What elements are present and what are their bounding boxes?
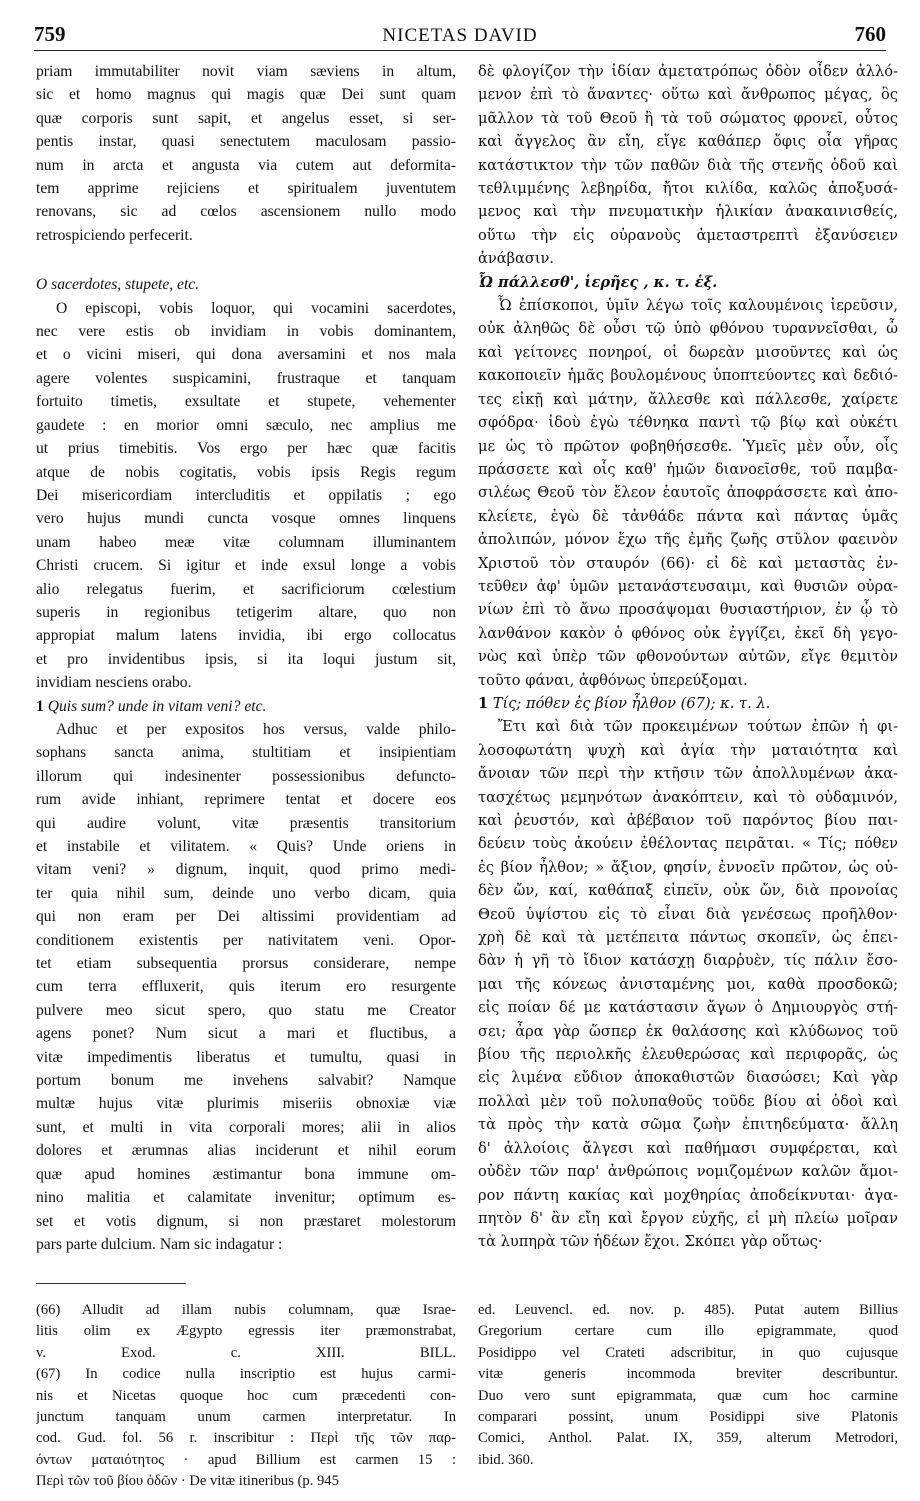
- text-line: τεῦθεν ἀφ' ὑμῶν μετανάστευσαιμι, καὶ θυσιῶν οὐρα-: [478, 577, 898, 595]
- text-line: πητὸν δ' ἂν εἴη καὶ ἔργον εὐχῆς, εἰ μὴ πλείω μοῖραν: [478, 1209, 898, 1227]
- latin-lemma-2-number: 1: [36, 697, 44, 715]
- footnote-line: Duo vero sunt epigrammata, quæ cum hoc carmine: [478, 1387, 898, 1404]
- text-line: δὲν ὤν, καί, καθάπαξ εἰπεῖν, οὐκ ὤν, διὰ προνοίας: [478, 882, 898, 900]
- latin-column: [36, 60, 456, 1256]
- text-line: κλείετε, ἐγὼ δὲ τἀνθάδε πάντα καὶ πάντας ὑμᾶς: [478, 507, 898, 525]
- footnote-line: v. Exod. c. XIII. BILL.: [36, 1344, 456, 1361]
- text-line: οὕτω τὴν εἰς οὐρανοὺς ἀμεταστρεπτὶ ἐξανύσειεν: [478, 226, 898, 244]
- text-line: μενον ἐπὶ τὸ ἄναντες· οὕτω καὶ ἄνθρωπος μέγας, ὃς: [478, 86, 898, 104]
- text-line: pentis instar, quasi senectutem maculosam passio-: [36, 133, 456, 151]
- footnote-line: cod. Gud. fol. 56 r. inscribitur : Περὶ τῆς τῶν παρ-: [36, 1430, 456, 1447]
- text-line: agere volentes suspicamini, frustraque et tanquam: [36, 369, 456, 387]
- text-line: οὐδὲν τῶν παρ' ἀνθρώποις νομιζομένων καλῶν ἄμοι-: [478, 1163, 898, 1181]
- footnote-rule: [36, 1283, 186, 1284]
- text-line: et pro invidentibus ipsis, si ita loqui justum sit,: [36, 650, 456, 668]
- footnote-line: litis olim ex Ægypto egressis iter præmonstrabat,: [36, 1323, 456, 1340]
- latin-paragraph-2: [36, 297, 456, 695]
- greek-lemma-2: [478, 692, 898, 715]
- text-line: et o vicini miseri, qui dona aversamini et nos mala: [36, 346, 456, 364]
- text-line: ἐς βίον ἦλθον; » ἄξιον, φησίν, ἐννοεῖν πρῶτον, ὡς οὐ-: [478, 858, 898, 876]
- text-line: τες εἰκῇ καὶ μάτην, ἄλλεσθε καὶ πάλλεσθε, χαίρετε: [478, 390, 898, 408]
- text-line: λανθάνον κακὸν ὁ φθόνος οὐκ ἐγγίζει, ἐκεῖ δὴ γεγο-: [478, 624, 898, 642]
- text-line: Χριστοῦ τὸν σταυρόν (66)· εἰ δὲ καὶ μεταστὰς ἐν-: [478, 554, 898, 572]
- greek-paragraph-2: [478, 294, 898, 692]
- footnote-line: (67) In codice nulla inscriptio est hujus carmi-: [36, 1366, 456, 1383]
- footnote-line: Comici, Anthol. Palat. IX, 359, alterum Metrodori,: [478, 1430, 898, 1447]
- footnotes-left: [36, 1300, 456, 1493]
- text-line: gaudete : en morior omni sæculo, nec amplius me: [36, 416, 456, 434]
- text-line: portum bonum me invehens salvabit? Namque: [36, 1072, 456, 1090]
- text-line: renovans, sic ad cœlos ascensionem nullo modo: [36, 203, 456, 221]
- text-line: δὲ φλογίζον τὴν ἰδίαν ἀμετατρόπως ὁδὸν οἶδεν ἀλλό-: [478, 63, 898, 80]
- footnotes-right: [478, 1300, 898, 1471]
- text-line: καὶ ῥευστόν, καὶ ἀβέβαιον τοῦ παρόντος βίου παι-: [478, 812, 898, 829]
- page-number-right: 760: [854, 22, 886, 46]
- text-line: vitam veni? » dignum, inquit, quod primo medi-: [36, 861, 456, 879]
- text-line: superis in regionibus tetigerim altare, quo non: [36, 603, 456, 621]
- text-line: οὐκ ἀληθῶς δὲ οὖσι τῷ ὑπὸ φθόνου τυραννεῖσθαι, ὦ: [478, 320, 898, 338]
- text-line: tet etiam subsequentia prorsus considerare, nempe: [36, 955, 456, 973]
- footnote-line: ibid. 360.: [478, 1451, 534, 1468]
- page-header: [34, 20, 886, 51]
- text-line: ρον πάντη κακίας καὶ μοχθηρίας ἀποδείκνυται· ἀγα-: [478, 1186, 898, 1204]
- text-line: τὰ λυπηρὰ τῶν ἡδέων ἔχοι. Σκόπει γὰρ οὕτως·: [478, 1233, 823, 1251]
- text-line: Ὦ ἐπίσκοποι, ὑμῖν λέγω τοῖς καλουμένοις ἱερεῦσιν,: [498, 297, 898, 315]
- text-line: qui audire volunt, vitæ præsentis transitorium: [36, 814, 456, 832]
- text-line: dolores et ærumnas alias inciderunt et nihil eorum: [36, 1142, 456, 1160]
- text-line: εἰς λιμένα εὔδιον ἀποκαθιστῶν διασώσει; Καὶ γὰρ: [478, 1069, 898, 1087]
- latin-lemma-2: [36, 695, 456, 718]
- text-line: illorum qui indesinenter possessionibus defuncto-: [36, 767, 456, 785]
- text-line: Adhuc et per expositos hos versus, valde philo-: [56, 720, 456, 738]
- footnote-line: junctum tanquam unum carmen interpretatur. In: [36, 1409, 456, 1426]
- text-line: δὰν ἡ γῆ τὸ ἴδιον κατάσχῃ διαρῥυὲν, τίς πάλιν ἔσο-: [478, 952, 898, 970]
- text-line: Dei misericordiam intercluditis et oppilatis ; ego: [36, 486, 456, 504]
- footnote-line: nis et Nicetas quoque hoc cum præcedenti con-: [36, 1387, 456, 1404]
- text-line: τασχέτως μεμηνότων ἀνακόπτειν, καὶ τὸ οὐδαμινόν,: [478, 788, 898, 806]
- text-line: κατάστικτον τὴν τῶν παθῶν διὰ τῆς στενῆς ὁδοῦ καὶ: [478, 156, 898, 174]
- text-line: μᾶλλον τὰ τοῦ Θεοῦ ἢ τὰ τοῦ σώματος φρονεῖ, οὗτος: [478, 109, 898, 127]
- text-line: καὶ γείτονες πονηροί, οἱ δωρεὰν μισοῦντες καὶ ὡς: [478, 343, 898, 361]
- text-line: μαι τῆς κόνεως ἀνισταμένης μοι, καθὰ προσδοκῶ;: [478, 975, 898, 993]
- text-line: τεθλιμμένης λεβηρίδα, ἤτοι κιλίδα, καλῶς ἀποξυσά-: [478, 180, 898, 198]
- text-line: num in arcta et angusta via cutem aut deformita-: [36, 156, 456, 174]
- latin-lemma-1: O sacerdotes, stupete, etc.: [36, 276, 200, 294]
- footnote-line: Gregorium certare cum illo epigrammate, quod: [478, 1323, 898, 1340]
- text-line: unam habeo meæ vitæ columnam illuminantem: [36, 533, 456, 551]
- latin-lemma-2-text: Quis sum? unde in vitam veni? etc.: [47, 697, 267, 715]
- text-line: rum avide inhiant, reprimere tentat et docere eos: [36, 791, 456, 809]
- footnote-line: vitæ generis incommoda breviter describuntur.: [478, 1366, 898, 1383]
- text-line: priam immutabiliter novit viam sæviens in altum,: [36, 63, 456, 80]
- text-line: vitæ impedimentis liberatus et tumultu, quasi in: [36, 1048, 456, 1066]
- text-line: δεύειν τοὺς ἀκούειν ἐθέλοντας πειρᾶται. « Τίς; πόθεν: [478, 835, 898, 853]
- text-line: conditionem existentis per nativitatem veni. Opor-: [36, 931, 456, 949]
- text-line: fortuito timetis, exsultate et stupete, vehementer: [36, 393, 456, 411]
- greek-lemma-1: Ὦ πάλλεσθ', ἱερῆες , κ. τ. ἑξ.: [478, 273, 718, 291]
- text-line: κακοποιεῖν ἡμᾶς βουλομένους ὑποπτεύοντες καὶ δεδιό-: [478, 367, 898, 385]
- page-number-left: 759: [34, 22, 66, 46]
- text-line: ἀπολιπών, μόνον ἔχω τῆς ἐμῆς ζωῆς στῦλον φαεινὸν: [478, 531, 898, 549]
- text-line: set et votis dignum, si non præstaret molestorum: [36, 1212, 456, 1230]
- text-line: sophans sancta anima, stultitiam et insipientiam: [36, 744, 456, 762]
- text-line: sic et homo magnus qui magis quæ Dei sunt quam: [36, 86, 456, 104]
- text-line: καὶ ἄγγελος ἂν εἴη, εἴγε καθάπερ ὄφις οἷα γῆρας: [478, 133, 898, 151]
- text-line: Ἔτι καὶ διὰ τῶν προκειμένων τούτων ἐπῶν ἡ φι-: [498, 718, 898, 736]
- text-line: νὼς καὶ ὑπὲρ τῶν φθονούντων αὐτῶν, εἴγε θεμιτὸν: [478, 648, 898, 666]
- running-title: NICETAS DAVID: [382, 25, 538, 46]
- text-line: δ' ἀλλοίοις ἄλγεσι καὶ παθήμασι συμφέρεται, καὶ: [478, 1139, 898, 1157]
- footnote-line: όντων ματαιότητος · apud Billium est carmen 15 :: [36, 1451, 456, 1468]
- text-line: quæ apud homines æstimantur bona immune om-: [36, 1165, 456, 1183]
- text-line: et instabile et vilitatem. « Quis? Unde oriens in: [36, 838, 456, 855]
- greek-paragraph-1: [478, 60, 898, 271]
- footnote-line: Περὶ τῶν τοῦ βίου ὁδῶν · De vitæ itineribus (p. 945: [36, 1473, 339, 1490]
- text-line: quæ corporis sunt sapit, et angelus esset, si ser-: [36, 109, 456, 127]
- text-line: χρὴ δὲ καὶ τὰ μετέπειτα πάντως σκοπεῖν, ὡς ἐπει-: [478, 929, 898, 947]
- text-line: nino malitia et calamitate invenitur; optimum es-: [36, 1189, 456, 1207]
- text-line: Θεοῦ ὑψίστου εἰς τὸ εἶναι διὰ γενέσεως προῆλθον·: [478, 905, 898, 923]
- text-line: σφόδρα· ἰδοὺ ἐγὼ τέθνηκα παντὶ τῷ βίῳ καὶ οὐκέτι: [478, 414, 898, 432]
- text-line: Christi crucem. Si igitur et inde exsul longe a vobis: [36, 557, 456, 575]
- footnote-line: comparari possint, unum Posidippi sive Platonis: [478, 1409, 898, 1426]
- text-line: alio relegatus fuerim, et sacrificiorum cœlestium: [36, 580, 456, 598]
- text-line: O episcopi, vobis loquor, qui vocamini sacerdotes,: [56, 299, 456, 317]
- text-line: τὰ πρὸς τὴν κατὰ σῶμα ζωὴν ἐπιτηδεύματα· ἄλλη: [478, 1116, 898, 1134]
- text-line: εἰς ποίαν δέ με κατάστασιν ἄγων ὁ Δημιουργὸς στή-: [478, 999, 898, 1017]
- text-line: vero hujus mundi cuncta vosque omnes linquens: [36, 510, 456, 528]
- text-line: sunt, et multi in vita corporali mores; alii in alios: [36, 1118, 456, 1136]
- text-line: qui non eram per Dei altissimi providentiam ad: [36, 908, 456, 926]
- greek-paragraph-3: [478, 715, 898, 1253]
- text-line: λοσοφωτάτη ψυχὴ καὶ ἁγία τὴν ματαιότητα καὶ: [478, 741, 898, 759]
- text-line: πράσσετε καὶ οἷς καθ' ἡμῶν διανοεῖσθε, τοῦ παμβα-: [478, 460, 898, 478]
- text-line: invidiam nesciens orabo.: [36, 674, 192, 692]
- text-line: atque de nobis cogitatis, vobis ipsis Regis regum: [36, 463, 456, 481]
- text-line: cum terra effluxerit, quis iterum ero resurgente: [36, 978, 456, 996]
- text-line: μενος καὶ τὴν πνευματικὴν ἡλικίαν ἀνακαινισθείς,: [478, 203, 898, 221]
- text-line: ἄνοιαν τῶν περὶ τὴν κτῆσιν τῶν ἀπολλυμένων ἀκα-: [478, 765, 898, 783]
- text-line: τοῦτο φάναι, ἀφθόνως ὑπερεύξομαι.: [478, 671, 748, 689]
- greek-column: [478, 60, 898, 1254]
- latin-paragraph-1: [36, 60, 456, 247]
- text-line: ut prius timebitis. Vos ergo per hæc quæ facitis: [36, 440, 456, 458]
- footnote-line: ed. Leuvencl. ed. nov. p. 485). Putat autem Billius: [478, 1302, 898, 1318]
- text-line: σιλέως Θεοῦ τὸν ἔλεον ἑαυτοῖς ἀποφράσσετε καὶ ἀπο-: [478, 484, 898, 502]
- text-line: nec vere estis ob invidiam in vobis dominantem,: [36, 323, 456, 341]
- text-line: σει; ἆρα γὰρ ὥσπερ ἐκ θαλάσσης καὶ κλύδωνος τοῦ: [478, 1022, 898, 1040]
- text-line: multæ hujus vitæ plurimis miseriis obnoxiæ viæ: [36, 1095, 456, 1113]
- footnote-line: Posidippo vel Crateti adscribitur, in quo cujusque: [478, 1344, 898, 1361]
- footnote-line: (66) Alludit ad illam nubis columnam, quæ Israe-: [36, 1302, 456, 1318]
- text-line: βίου τῆς περιολκῆς ἐλευθερώσας καὶ περιφορᾶς, ὡς: [478, 1046, 898, 1064]
- text-line: με ὡς τὸ πρῶτον φοβηθήσεσθε. Ὑμεῖς μὲν οὖν, οἷς: [478, 437, 898, 455]
- text-line: νίων ἐπὶ τὸ ἄνω προσάψομαι θυσιαστήριον, ἐν ᾧ τὸ: [478, 601, 898, 619]
- text-line: ἀνάβασιν.: [478, 250, 555, 268]
- text-line: appropiat malum latens invidia, ibi ergo collocatus: [36, 627, 456, 645]
- text-line: retrospiciendo perfecerit.: [36, 226, 193, 244]
- text-line: tem apprime rejiciens et spiritualem juventutem: [36, 180, 456, 198]
- text-line: pars parte dulcium. Nam sic indagatur :: [36, 1235, 283, 1253]
- text-line: pulvere meo sicut spero, quo statu me Creator: [36, 1001, 456, 1019]
- text-line: agens ponet? Num sicut a mari et fluctibus, a: [36, 1025, 456, 1043]
- greek-lemma-2-text: Τίς; πόθεν ἐς βίον ἦλθον (67); κ. τ. λ.: [492, 694, 771, 712]
- greek-lemma-2-number: 1: [478, 694, 489, 712]
- text-line: ter quia nihil sum, deinde uno verbo dicam, quia: [36, 884, 456, 902]
- text-line: πολλαὶ μὲν τοῦ πολυπαθοῦς τοῦδε βίου αἱ ὁδοὶ καὶ: [478, 1092, 898, 1110]
- latin-paragraph-3: [36, 718, 456, 1256]
